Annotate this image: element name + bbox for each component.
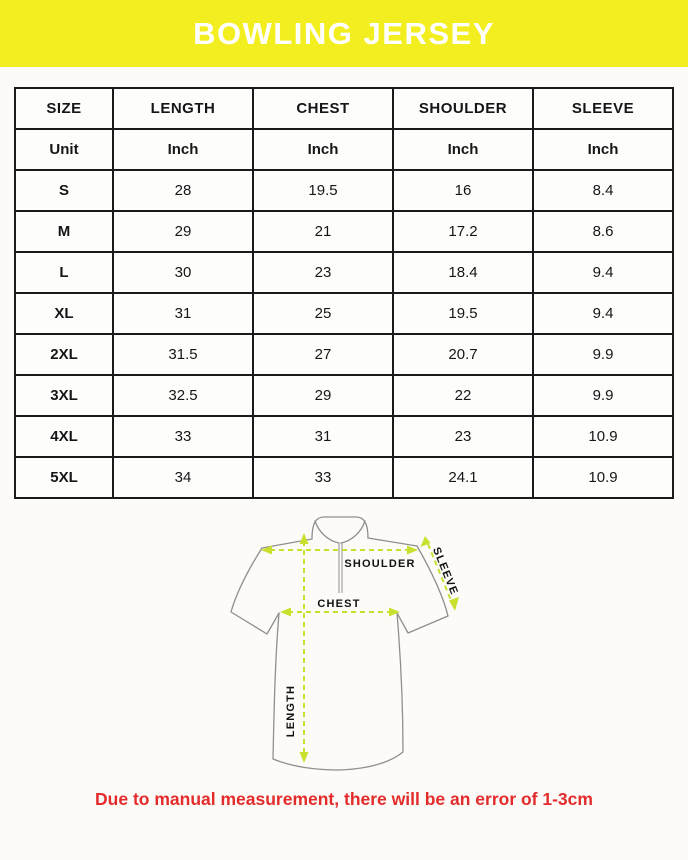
value-cell: 24.1 (393, 457, 533, 498)
value-cell: 19.5 (253, 170, 393, 211)
header-row (15, 88, 673, 129)
value-cell: Inch (113, 129, 253, 170)
title-banner (0, 0, 688, 67)
value-cell: Inch (533, 129, 673, 170)
table-row (15, 170, 673, 211)
value-cell: 19.5 (393, 293, 533, 334)
value-cell: 32.5 (113, 375, 253, 416)
value-cell: 10.9 (533, 416, 673, 457)
table-row (15, 211, 673, 252)
value-cell: 8.4 (533, 170, 673, 211)
unit-row (15, 129, 673, 170)
value-cell: 25 (253, 293, 393, 334)
header-cell: SHOULDER (393, 88, 533, 129)
value-cell: 23 (393, 416, 533, 457)
value-cell: 9.4 (533, 293, 673, 334)
value-cell: 29 (253, 375, 393, 416)
table-row (15, 293, 673, 334)
header-cell: CHEST (253, 88, 393, 129)
table-row (15, 416, 673, 457)
table-row (15, 457, 673, 498)
value-cell: 17.2 (393, 211, 533, 252)
value-cell: 30 (113, 252, 253, 293)
value-cell: 10.9 (533, 457, 673, 498)
size-cell: 4XL (15, 416, 113, 457)
value-cell: 8.6 (533, 211, 673, 252)
value-cell: Inch (253, 129, 393, 170)
value-cell: 31 (113, 293, 253, 334)
value-cell: 31.5 (113, 334, 253, 375)
value-cell: 34 (113, 457, 253, 498)
value-cell: 33 (113, 416, 253, 457)
length-label: LENGTH (285, 684, 297, 738)
page-title: BOWLING JERSEY (193, 15, 495, 51)
header-cell: SLEEVE (533, 88, 673, 129)
size-cell: L (15, 252, 113, 293)
shoulder-label: SHOULDER (344, 558, 416, 570)
size-cell: M (15, 211, 113, 252)
size-cell: Unit (15, 129, 113, 170)
jersey-diagram-svg (0, 511, 688, 779)
header-cell: LENGTH (113, 88, 253, 129)
value-cell: 33 (253, 457, 393, 498)
size-cell: S (15, 170, 113, 211)
value-cell: 20.7 (393, 334, 533, 375)
value-cell: 23 (253, 252, 393, 293)
jersey-outline-icon (231, 517, 448, 770)
size-table-body (15, 88, 673, 498)
jersey-measurement-diagram (0, 511, 688, 779)
value-cell: 31 (253, 416, 393, 457)
sleeve-label: SLEEVE (430, 545, 461, 598)
value-cell: 22 (393, 375, 533, 416)
value-cell: 28 (113, 170, 253, 211)
value-cell: 9.4 (533, 252, 673, 293)
chest-label: CHEST (317, 598, 361, 610)
value-cell: 29 (113, 211, 253, 252)
size-chart-table (14, 87, 674, 499)
value-cell: 21 (253, 211, 393, 252)
value-cell: 9.9 (533, 334, 673, 375)
value-cell: 18.4 (393, 252, 533, 293)
size-cell: 3XL (15, 375, 113, 416)
value-cell: 16 (393, 170, 533, 211)
table-row (15, 334, 673, 375)
value-cell: 9.9 (533, 375, 673, 416)
table-row (15, 252, 673, 293)
size-cell: XL (15, 293, 113, 334)
size-cell: 2XL (15, 334, 113, 375)
value-cell: Inch (393, 129, 533, 170)
length-measure-arrow (300, 533, 309, 763)
size-cell: 5XL (15, 457, 113, 498)
header-cell: SIZE (15, 88, 113, 129)
table-row (15, 375, 673, 416)
value-cell: 27 (253, 334, 393, 375)
measurement-note: Due to manual measurement, there will be an error of 1-3cm (95, 789, 593, 809)
